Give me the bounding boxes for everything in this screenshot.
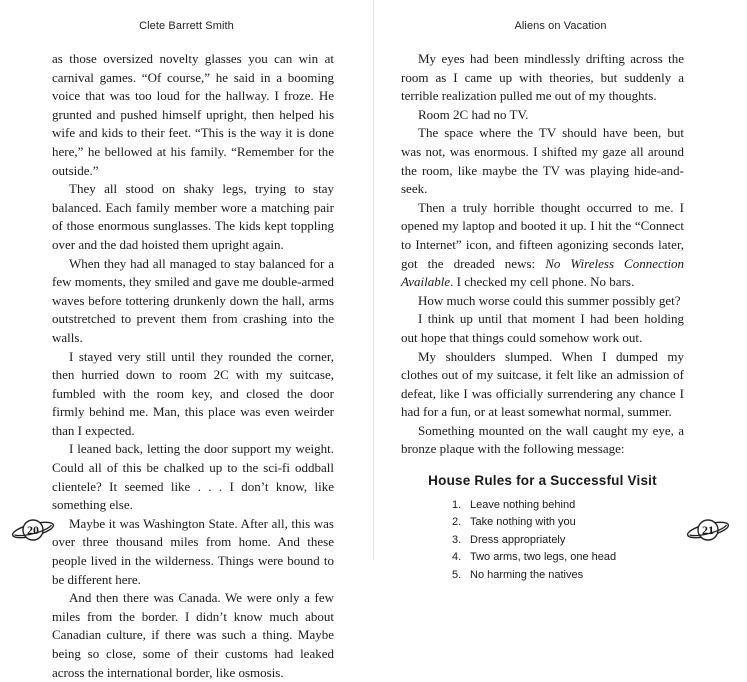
rule-item: 2. Take nothing with you	[452, 516, 576, 529]
left-page-body	[52, 50, 334, 682]
page-number-badge	[685, 516, 731, 544]
paragraph: How much worse could this summer possibly get?	[418, 292, 681, 308]
paragraph: My shoulders slumped. When I dumped my clothes out of my suitcase, it felt like an admission of defeat, like I was officially surrendering any chance I had for a fun, or at least somewhat normal, summer.	[401, 348, 684, 420]
rule-item: 1. Leave nothing behind	[452, 498, 576, 511]
house-rules-list	[401, 497, 684, 585]
room-number: 2C	[453, 106, 469, 122]
paragraph: I think up until that moment I had been holding out hope that things could somehow work out.	[401, 311, 684, 345]
paragraph: Then a truly horrible thought occurred to me. I opened my laptop and booted it up. I hit the “Connect to Internet” icon, and fifteen agonizing seconds later, got the dreaded news: No Wireless Connection Available. I checked my cell phone. No bars.	[401, 199, 684, 290]
rule-item: 4. Two arms, two legs, one head	[452, 551, 617, 564]
paragraph: The space where the TV should have been, but was not, was enormous. I shifted my gaze all around the room, like maybe the TV was playing hide-and-seek.	[401, 125, 684, 197]
paragraph: as those oversized novelty glasses you can win at carnival games. “Of course,” he said in a booming voice that was too loud for the hallway. I froze. He grunted and pushed himself upright, then helped his wife and kids to their feet. “This is the way it is done here,” he bellowed at his family. “Remember for the outside.”	[52, 51, 334, 178]
right-page	[374, 0, 747, 582]
paragraph: When they had all managed to stay balanced for a few moments, they smiled and gave me double-armed waves before tottering drunkenly down the hall, arms outstretched to prevent them from crashing into the walls.	[52, 255, 334, 345]
paragraph: My eyes had been mindlessly drifting across the room as I came up with theories, but suddenly a terrible realization pulled me out of my thoughts.	[401, 51, 684, 104]
left-page	[0, 0, 373, 680]
running-head-title: Aliens on Vacation	[514, 20, 607, 32]
paragraph: Room 2C had no TV.	[418, 106, 529, 122]
rule-item: 5. No harming the natives	[452, 569, 584, 582]
paragraph: I stayed very still until they rounded the corner, then hurried down to room 2C with my suitcase, fumbled with the room key, and closed the door firmly behind me. Man, this place was even weirder than I expected.	[52, 348, 334, 438]
page-number: 21	[702, 523, 714, 537]
plaque-title: House Rules for a Successful Visit	[428, 473, 657, 489]
rule-item: 3. Dress appropriately	[452, 533, 566, 546]
paragraph: Something mounted on the wall caught my eye, a bronze plaque with the following message:	[401, 422, 684, 457]
running-head-author: Clete Barrett Smith	[139, 20, 234, 32]
page-number-badge	[10, 516, 56, 544]
paragraph: And then there was Canada. We were only a few miles from the border. I didn’t know much about Canadian culture, if there was such a thing. Maybe being so close, some of their customs had leaked across the international border, like osmosis.	[52, 590, 334, 680]
right-page-body	[401, 50, 684, 585]
paragraph: Maybe it was Washington State. After all, this was over three thousand miles from home. And these people lived in the wilderness. Things were bound to be different here.	[52, 515, 334, 587]
paragraph: They all stood on shaky legs, trying to stay balanced. Each family member wore a matching pair of those enormous sunglasses. The kids kept toppling over and the dad hoisted them upright again.	[52, 181, 334, 252]
page-number: 20	[27, 523, 39, 537]
paragraph: I leaned back, letting the door support my weight. Could all of this be chalked up to the sci-fi oddball clientele? It seemed like . . . I don’t know, like something else.	[52, 441, 334, 513]
italic-message: No Wireless Connection Available	[401, 255, 684, 290]
